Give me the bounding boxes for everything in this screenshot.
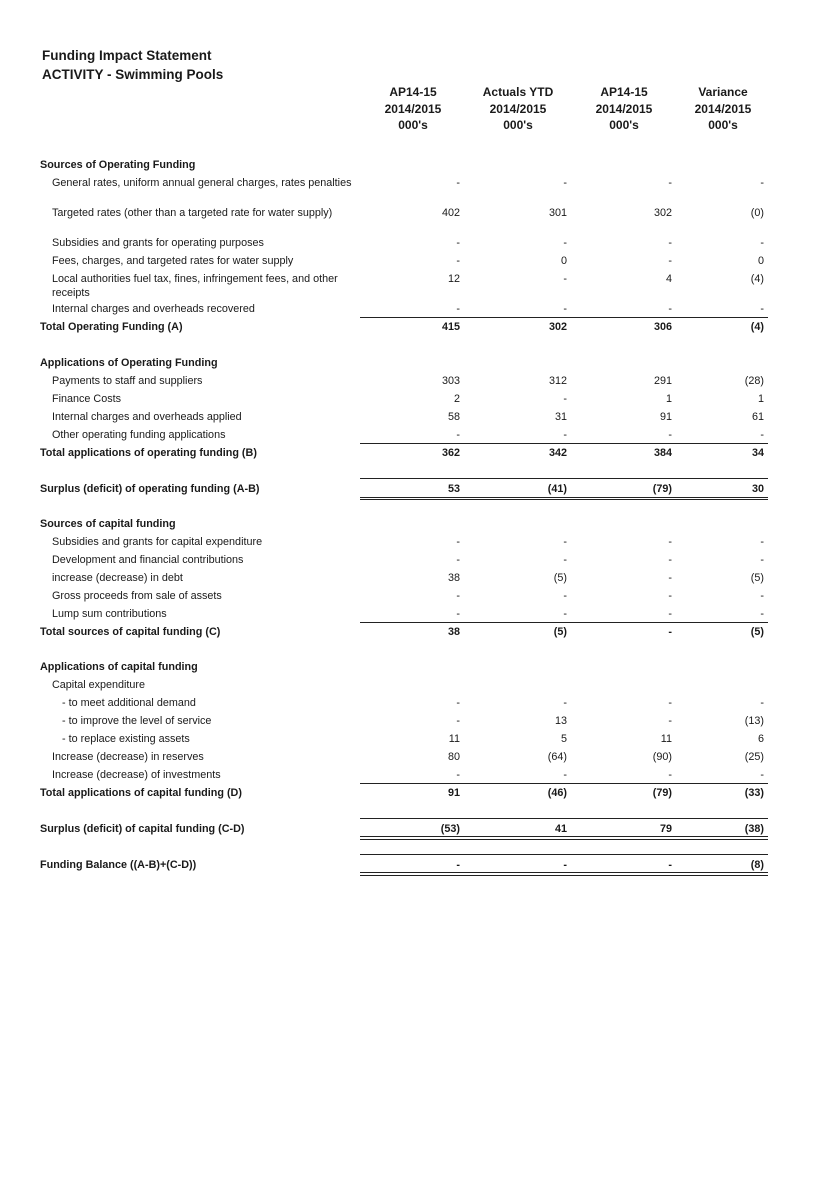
row-value: -: [563, 590, 567, 602]
row-label: Increase (decrease) of investments: [52, 769, 221, 781]
row-label: Sources of Operating Funding: [40, 159, 196, 171]
row-value: 61: [751, 411, 764, 423]
row-value: 31: [554, 411, 567, 423]
row-value: (28): [744, 375, 764, 387]
row-value: 362: [441, 447, 460, 459]
row-value: 5: [560, 733, 567, 745]
row-label: Lump sum contributions: [52, 608, 167, 620]
row-label: Internal charges and overheads applied: [52, 411, 242, 423]
row-label: Gross proceeds from sale of assets: [52, 590, 222, 602]
column-header-line: 000's: [609, 118, 639, 132]
double-rule: [360, 497, 768, 498]
row-label: Applications of Operating Funding: [40, 357, 218, 369]
column-header-line: 2014/2015: [595, 101, 653, 116]
row-value: -: [456, 554, 460, 566]
column-header-line: AP14-15: [600, 85, 648, 99]
row-value: 91: [659, 411, 672, 423]
row-label: Payments to staff and suppliers: [52, 375, 203, 387]
row-value: -: [563, 393, 567, 405]
row-value: 301: [548, 207, 567, 219]
row-value: 34: [751, 447, 764, 459]
row-value: (13): [744, 715, 764, 727]
row-value: 11: [660, 733, 672, 745]
row-value: -: [456, 237, 460, 249]
row-value: 13: [554, 715, 567, 727]
double-rule: [360, 499, 768, 500]
row-value: -: [563, 859, 567, 871]
row-value: -: [668, 237, 672, 249]
row-value: (8): [750, 859, 764, 871]
row-label: - to improve the level of service: [62, 715, 212, 727]
row-value: -: [760, 697, 764, 709]
row-label: - to replace existing assets: [62, 733, 190, 745]
column-header-line: Variance: [698, 85, 748, 99]
double-rule: [360, 875, 768, 876]
row-value: 415: [441, 321, 460, 333]
row-value: (5): [553, 572, 567, 584]
row-value: (5): [553, 626, 567, 638]
total-rule: [360, 478, 768, 479]
row-value: 30: [751, 483, 764, 495]
row-value: -: [760, 237, 764, 249]
row-value: -: [563, 697, 567, 709]
row-value: -: [668, 554, 672, 566]
column-header-line: 000's: [708, 118, 738, 132]
column-header-line: 2014/2015: [384, 101, 442, 116]
column-header-line: Actuals YTD: [482, 85, 554, 99]
row-value: (64): [547, 751, 567, 763]
row-value: (33): [744, 787, 764, 799]
row-value: 11: [448, 733, 460, 745]
row-value: -: [456, 608, 460, 620]
row-label: Targeted rates (other than a targeted rate for water supply): [52, 207, 333, 219]
row-value: -: [563, 536, 567, 548]
row-value: 306: [653, 321, 672, 333]
row-value: -: [456, 859, 460, 871]
row-value: -: [563, 608, 567, 620]
row-value: (5): [750, 572, 764, 584]
row-label: Subsidies and grants for operating purposes: [52, 237, 264, 249]
row-value: (79): [652, 787, 672, 799]
row-value: -: [760, 554, 764, 566]
row-label: Fees, charges, and targeted rates for water supply: [52, 255, 294, 267]
row-value: 0: [757, 255, 764, 267]
row-value: -: [668, 769, 672, 781]
row-value: 402: [441, 207, 460, 219]
row-value: (79): [652, 483, 672, 495]
row-value: -: [563, 177, 567, 189]
row-label: Local authorities fuel tax, fines, infringement fees, and other receipts: [52, 273, 338, 299]
row-label: Subsidies and grants for capital expenditure: [52, 536, 263, 548]
row-value: 79: [659, 823, 672, 835]
row-value: -: [456, 255, 460, 267]
row-value: 291: [653, 375, 672, 387]
row-value: -: [668, 859, 672, 871]
row-value: (0): [750, 207, 764, 219]
row-value: -: [456, 536, 460, 548]
row-value: 38: [447, 626, 460, 638]
row-value: 53: [447, 483, 460, 495]
row-value: 91: [447, 787, 460, 799]
row-value: -: [456, 769, 460, 781]
row-value: 58: [447, 411, 460, 423]
row-value: (38): [744, 823, 764, 835]
row-value: 1: [665, 393, 672, 405]
double-rule: [360, 872, 768, 873]
row-value: -: [668, 255, 672, 267]
row-label: Finance Costs: [52, 393, 122, 405]
row-value: -: [563, 303, 567, 315]
row-value: (41): [547, 483, 567, 495]
row-value: -: [760, 590, 764, 602]
row-value: 2: [453, 393, 460, 405]
row-label: Sources of capital funding: [40, 518, 176, 530]
row-label: Total Operating Funding (A): [40, 321, 183, 333]
row-value: -: [668, 429, 672, 441]
row-label: Total applications of operating funding (B): [40, 447, 257, 459]
activity-title: ACTIVITY - Swimming Pools: [42, 67, 224, 82]
double-rule: [360, 839, 768, 840]
row-label: Funding Balance ((A-B)+(C-D)): [40, 859, 197, 871]
row-value: -: [668, 572, 672, 584]
row-value: 41: [554, 823, 567, 835]
row-label: Other operating funding applications: [52, 429, 226, 441]
total-rule: [360, 443, 768, 444]
row-value: -: [456, 715, 460, 727]
row-value: -: [668, 715, 672, 727]
row-value: (90): [652, 751, 672, 763]
column-header-line: 000's: [503, 118, 533, 132]
row-value: 38: [447, 572, 460, 584]
row-value: (5): [750, 626, 764, 638]
row-label: Internal charges and overheads recovered: [52, 303, 255, 315]
row-value: 12: [447, 273, 460, 285]
row-value: -: [456, 429, 460, 441]
row-value: 80: [447, 751, 460, 763]
row-label: Total applications of capital funding (D): [40, 787, 242, 799]
row-value: -: [668, 303, 672, 315]
row-label: Applications of capital funding: [40, 661, 198, 673]
row-value: -: [456, 177, 460, 189]
row-value: -: [760, 769, 764, 781]
row-value: 6: [757, 733, 764, 745]
total-rule: [360, 622, 768, 623]
row-value: -: [760, 429, 764, 441]
column-header-line: 2014/2015: [489, 101, 547, 116]
row-label: Development and financial contributions: [52, 554, 244, 566]
total-rule: [360, 854, 768, 855]
column-header-line: 2014/2015: [694, 101, 752, 116]
row-label: Surplus (deficit) of operating funding (A-B): [40, 483, 260, 495]
row-value: -: [563, 429, 567, 441]
row-value: (46): [547, 787, 567, 799]
row-value: -: [668, 626, 672, 638]
row-label: Surplus (deficit) of capital funding (C-D): [40, 823, 245, 835]
row-value: -: [668, 536, 672, 548]
row-value: 1: [757, 393, 764, 405]
row-value: -: [456, 590, 460, 602]
double-rule: [360, 836, 768, 837]
row-value: -: [563, 273, 567, 285]
row-value: -: [760, 536, 764, 548]
row-label: Increase (decrease) in reserves: [52, 751, 204, 763]
column-header-line: 000's: [398, 118, 428, 132]
row-value: (4): [750, 321, 764, 333]
row-value: 303: [441, 375, 460, 387]
row-value: (53): [440, 823, 460, 835]
row-value: 342: [548, 447, 567, 459]
row-value: -: [760, 177, 764, 189]
row-label: increase (decrease) in debt: [52, 572, 183, 584]
total-rule: [360, 317, 768, 318]
total-rule: [360, 818, 768, 819]
row-value: -: [668, 697, 672, 709]
row-value: -: [668, 608, 672, 620]
row-label: - to meet additional demand: [62, 697, 196, 709]
row-label: General rates, uniform annual general charges, rates penalties: [52, 177, 352, 189]
row-label: Capital expenditure: [52, 679, 146, 691]
row-value: -: [563, 769, 567, 781]
row-value: 4: [665, 273, 672, 285]
column-header-line: AP14-15: [389, 85, 437, 99]
row-value: -: [456, 303, 460, 315]
statement-title: Funding Impact Statement: [42, 48, 212, 63]
row-value: 384: [653, 447, 672, 459]
row-value: (4): [750, 273, 764, 285]
row-value: -: [668, 590, 672, 602]
row-value: -: [760, 303, 764, 315]
row-value: -: [668, 177, 672, 189]
total-rule: [360, 783, 768, 784]
row-value: -: [456, 697, 460, 709]
row-value: 302: [548, 321, 567, 333]
row-value: 302: [653, 207, 672, 219]
row-label: Total sources of capital funding (C): [40, 626, 221, 638]
row-value: -: [760, 608, 764, 620]
row-value: (25): [744, 751, 764, 763]
row-value: 0: [560, 255, 567, 267]
row-value: -: [563, 554, 567, 566]
row-value: 312: [548, 375, 567, 387]
row-value: -: [563, 237, 567, 249]
